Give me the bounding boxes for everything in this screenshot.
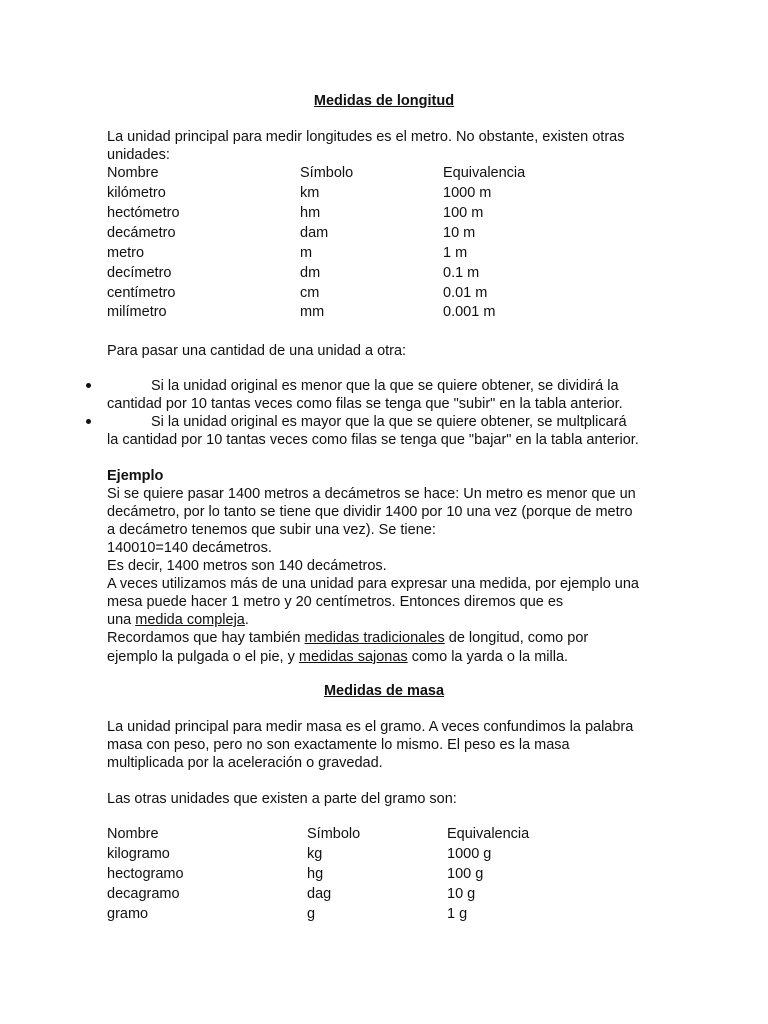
bullet-text: Si la unidad original es menor que la que se quiere obtener, se dividirá la <box>151 378 619 394</box>
table-cell-symbol: dam <box>300 225 329 241</box>
mass-intro-line: masa con peso, pero no son exactamente lo mismo. El peso es la masa <box>107 737 570 753</box>
table-cell-symbol: kg <box>307 846 323 862</box>
intro-line: La unidad principal para medir longitudes es el metro. No obstante, existen otras <box>107 129 625 145</box>
table-header-name: Nombre <box>107 165 159 181</box>
link-medidas-tradicionales[interactable]: medidas tradicionales <box>304 630 445 646</box>
text-span: de longitud, como por <box>444 630 589 646</box>
table-cell-symbol: mm <box>300 304 325 320</box>
table-cell-name: hectómetro <box>107 205 180 221</box>
table-cell-name: metro <box>107 245 145 261</box>
example-line: Es decir, 1400 metros son 140 decámetros. <box>107 558 387 574</box>
example-line: 140010=140 decámetros. <box>107 540 272 556</box>
table-cell-symbol: hm <box>300 205 321 221</box>
bullet-text: Si la unidad original es mayor que la que se quiere obtener, se multplicará <box>151 414 627 430</box>
example-line: decámetro, por lo tanto se tiene que dividir 1400 por 10 una vez (porque de metro <box>107 504 633 520</box>
table-cell-equivalence: 0.01 m <box>443 285 488 301</box>
text-span: como la yarda o la milla. <box>407 649 569 665</box>
intro-line: unidades: <box>107 147 170 163</box>
traditional-measures-line <box>107 629 588 647</box>
example-line: A veces utilizamos más de una unidad para expresar una medida, por ejemplo una <box>107 576 639 592</box>
example-line: mesa puede hacer 1 metro y 20 centímetros. Entonces diremos que es <box>107 594 564 610</box>
table-cell-symbol: hg <box>307 866 324 882</box>
example-line: Si se quiere pasar 1400 metros a decámetros se hace: Un metro es menor que un <box>107 486 636 502</box>
text-span: una <box>107 612 136 628</box>
link-medida-compleja[interactable]: medida compleja <box>135 612 245 628</box>
table-cell-equivalence: 10 m <box>443 225 476 241</box>
table-cell-equivalence: 1000 g <box>447 846 492 862</box>
bullet-text: la cantidad por 10 tantas veces como filas se tenga que "bajar" en la tabla anterior. <box>107 432 639 448</box>
table-header-equivalence: Equivalencia <box>443 165 526 181</box>
text-span: ejemplo la pulgada o el pie, y <box>107 649 299 665</box>
example-line: a decámetro tenemos que subir una vez). Se tiene: <box>107 522 436 538</box>
complex-measure-line <box>107 611 249 629</box>
mass-intro-line: La unidad principal para medir masa es el gramo. A veces confundimos la palabra <box>107 719 634 735</box>
table-cell-equivalence: 1 g <box>447 906 468 922</box>
table-cell-name: decagramo <box>107 886 180 902</box>
bullet-text: cantidad por 10 tantas veces como filas se tenga que "subir" en la tabla anterior. <box>107 396 623 412</box>
conversion-intro: Para pasar una cantidad de una unidad a otra: <box>107 343 407 359</box>
table-header-equivalence: Equivalencia <box>447 826 530 842</box>
table-cell-symbol: m <box>300 245 313 261</box>
section-title-longitud: Medidas de longitud <box>313 93 455 109</box>
table-cell-symbol: cm <box>300 285 320 301</box>
bullet-dot <box>86 419 91 424</box>
table-cell-equivalence: 10 g <box>447 886 476 902</box>
example-title: Ejemplo <box>107 468 164 484</box>
text-span: Recordamos que hay también <box>107 630 305 646</box>
table-cell-equivalence: 1 m <box>443 245 468 261</box>
table-cell-name: kilómetro <box>107 185 166 201</box>
table-cell-symbol: dm <box>300 265 321 281</box>
mass-others-intro: Las otras unidades que existen a parte del gramo son: <box>107 791 457 807</box>
table-cell-equivalence: 100 m <box>443 205 484 221</box>
mass-intro-line: multiplicada por la aceleración o gravedad. <box>107 755 383 771</box>
saxon-measures-line <box>107 648 568 666</box>
table-cell-name: milímetro <box>107 304 167 320</box>
link-medidas-sajonas[interactable]: medidas sajonas <box>298 649 408 665</box>
table-cell-symbol: g <box>307 906 316 922</box>
table-header-name: Nombre <box>107 826 159 842</box>
section-title-masa: Medidas de masa <box>323 683 445 699</box>
table-cell-equivalence: 0.1 m <box>443 265 480 281</box>
table-cell-name: hectogramo <box>107 866 184 882</box>
table-cell-symbol: dag <box>307 886 332 902</box>
table-cell-equivalence: 0.001 m <box>443 304 496 320</box>
table-cell-equivalence: 100 g <box>447 866 484 882</box>
table-cell-name: centímetro <box>107 285 176 301</box>
table-cell-name: kilogramo <box>107 846 170 862</box>
table-cell-name: decámetro <box>107 225 176 241</box>
table-cell-name: decímetro <box>107 265 172 281</box>
table-cell-symbol: km <box>300 185 320 201</box>
text-span: . <box>244 612 249 628</box>
table-cell-equivalence: 1000 m <box>443 185 492 201</box>
table-cell-name: gramo <box>107 906 149 922</box>
bullet-dot <box>86 383 91 388</box>
table-header-symbol: Símbolo <box>300 165 354 181</box>
table-header-symbol: Símbolo <box>307 826 361 842</box>
